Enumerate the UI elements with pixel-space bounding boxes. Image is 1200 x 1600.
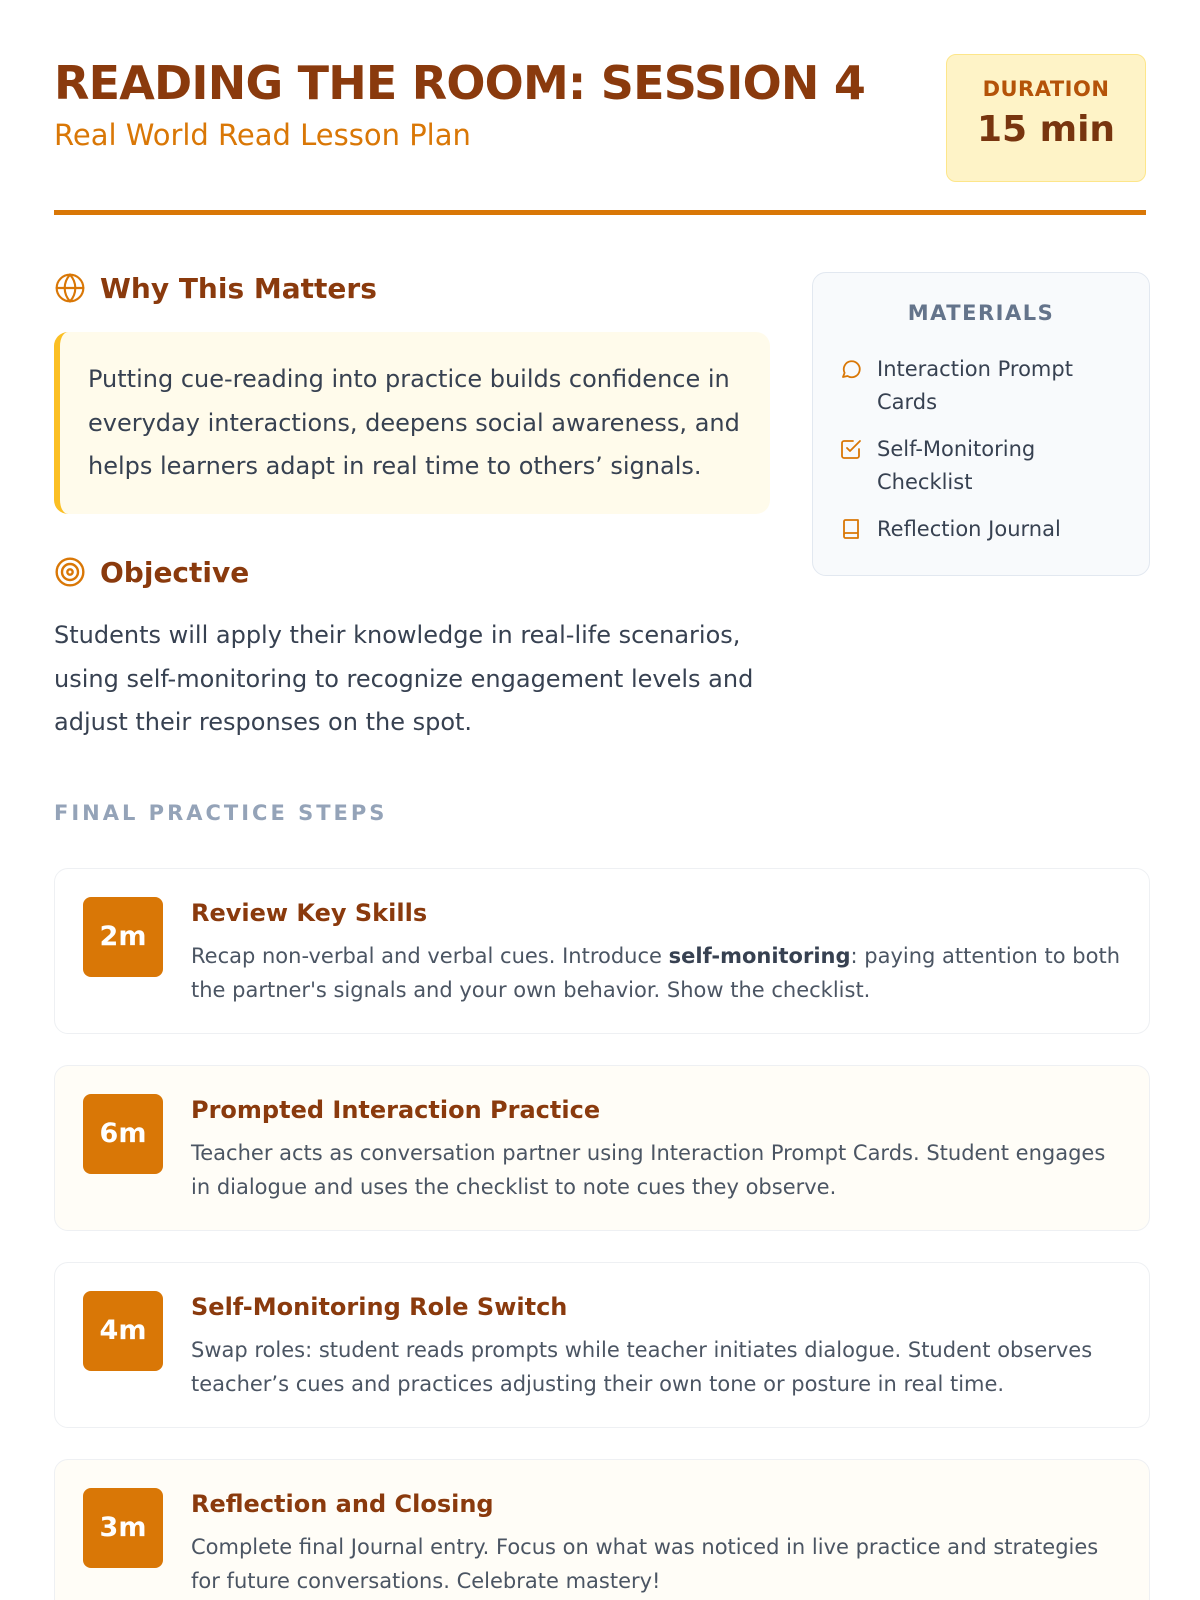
objective-text: Students will apply their knowledge in real-life scenarios, using self-monitoring to recognize engagement levels and adjust their responses on the spot.: [54, 621, 754, 736]
page-title: READING THE ROOM: SESSION 4: [54, 56, 866, 110]
why-heading-label: Why This Matters: [100, 271, 377, 305]
step-time-badge: 3m: [83, 1488, 163, 1568]
step-emphasis: self-monitoring: [668, 944, 851, 968]
checkbox-icon: [839, 437, 863, 461]
duration-label: DURATION: [982, 77, 1110, 101]
material-item: [839, 513, 1129, 546]
step-title: Prompted Interaction Practice: [191, 1096, 601, 1124]
materials-list: [839, 353, 1129, 560]
step-description: Swap roles: student reads prompts while teacher initiates dialogue. Student observes teacher’s cues and practices adjusting their own tone or posture in real time.: [191, 1338, 1093, 1396]
material-label: Self-Monitoring Checklist: [877, 437, 1036, 494]
speech-bubble-icon: [839, 357, 863, 381]
book-icon: [839, 517, 863, 541]
step-time-badge: 4m: [83, 1291, 163, 1371]
why-callout: Putting cue-reading into practice builds confidence in everyday interactions, deepens social awareness, and helps learners adapt in real time to others’ signals.: [54, 332, 770, 514]
step-card: [54, 868, 1150, 1034]
material-item: [839, 433, 1129, 499]
target-icon: [54, 556, 86, 588]
step-title: Self-Monitoring Role Switch: [191, 1293, 568, 1321]
duration-box: [946, 54, 1146, 182]
objective-heading: [54, 554, 249, 590]
step-description: Recap non-verbal and verbal cues. Introduce self-monitoring: paying attention to both the partner's signals and your own behavior. Show the checklist.: [191, 944, 1121, 1002]
materials-title: MATERIALS: [907, 301, 1055, 325]
page-subtitle: Real World Read Lesson Plan: [54, 118, 471, 152]
objective-heading-label: Objective: [100, 555, 250, 589]
step-description: Complete final Journal entry. Focus on what was noticed in live practice and strategies for future conversations. Celebrate mastery!: [191, 1535, 1099, 1593]
step-card: [54, 1459, 1150, 1600]
duration-value: 15 min: [976, 109, 1116, 150]
material-label: Interaction Prompt Cards: [877, 357, 1073, 414]
step-time-badge: 2m: [83, 897, 163, 977]
lesson-header: [54, 52, 1146, 220]
globe-icon: [54, 272, 86, 304]
material-label: Reflection Journal: [877, 517, 1061, 541]
step-card: [54, 1065, 1150, 1231]
step-title: Reflection and Closing: [191, 1490, 494, 1518]
step-description: Teacher acts as conversation partner using Interaction Prompt Cards. Student engages in dialogue and uses the checklist to note cues they observe.: [191, 1141, 1106, 1199]
why-heading: [54, 270, 377, 306]
step-title: Review Key Skills: [191, 899, 428, 927]
materials-panel: [812, 272, 1150, 576]
step-card: [54, 1262, 1150, 1428]
steps-label: FINAL PRACTICE STEPS: [54, 801, 388, 825]
header-divider: [54, 210, 1146, 215]
material-item: [839, 353, 1129, 419]
step-time-badge: 6m: [83, 1094, 163, 1174]
